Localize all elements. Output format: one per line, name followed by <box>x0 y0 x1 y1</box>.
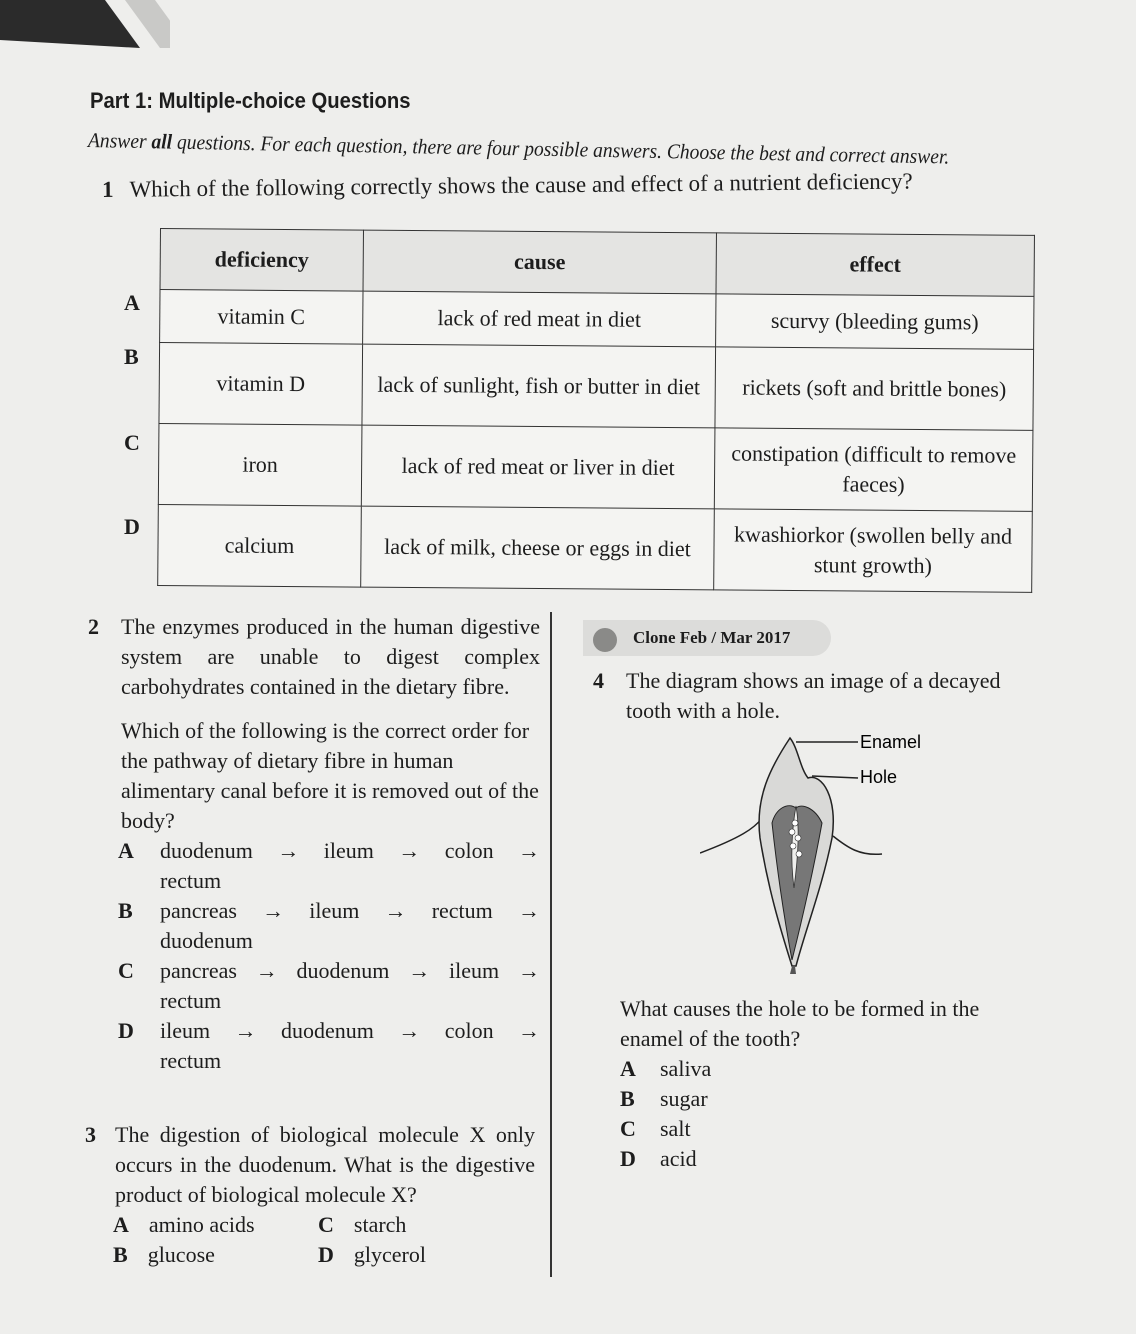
part-title: Part 1: Multiple-choice Questions <box>90 88 411 113</box>
option-letter: A <box>118 838 134 863</box>
cell-effect: scurvy (bleeding gums) <box>716 294 1034 349</box>
question-text: The digestion of biological molecule X only occurs in the duodenum. What is the digestive product of biological molecule X? <box>115 1122 535 1207</box>
question-text: Which of the following correctly shows the cause and effect of a nutrient deficiency? <box>129 168 913 202</box>
cell-deficiency: calcium <box>158 504 362 587</box>
arrow: → <box>234 1018 257 1043</box>
table-row <box>160 290 1034 350</box>
arrow: → <box>408 958 431 983</box>
question-prompt: What causes the hole to be formed in the enamel of the tooth? <box>620 996 980 1051</box>
option-b: B glucose <box>113 1242 215 1267</box>
header-deficiency: deficiency <box>160 229 363 292</box>
tooth-diagram <box>700 728 940 978</box>
cell-cause: lack of red meat in diet <box>363 291 716 347</box>
option-step: duodenum <box>280 1018 374 1043</box>
column-divider <box>550 612 552 1277</box>
row-letter: C <box>124 430 140 455</box>
label-enamel: Enamel <box>860 732 922 752</box>
deficiency-table <box>157 228 1035 593</box>
option-d <box>88 1016 540 1076</box>
options-list <box>620 1054 1040 1174</box>
instructions: Answer all questions. For each question, there are four possible answers. Choose the best and correct answer. <box>87 128 950 169</box>
option-step: ileum <box>449 958 500 983</box>
arrow: → <box>518 1018 540 1043</box>
option-step: colon <box>444 1018 494 1043</box>
question-number: 1 <box>101 176 114 202</box>
arrow: → <box>255 958 278 983</box>
question-prompt: Which of the following is the correct order for the pathway of dietary fibre in human alimentary canal before it is removed out of the body? <box>121 718 539 833</box>
cell-deficiency: vitamin C <box>160 290 363 345</box>
table-row <box>158 504 1033 592</box>
option-c: C starch <box>318 1212 407 1237</box>
option-step: colon <box>444 838 494 863</box>
arrow: → <box>517 958 540 983</box>
cell-cause: lack of milk, cheese or eggs in diet <box>361 506 715 590</box>
arrow: → <box>517 898 540 923</box>
arrow: → <box>277 838 300 863</box>
question-text: The enzymes produced in the human digestive system are unable to digest complex carbohydrates contained in the dietary fibre. <box>121 614 540 699</box>
option-a: A amino acids <box>113 1212 255 1237</box>
option-a <box>88 836 540 896</box>
question-4-prompt <box>620 994 1040 1174</box>
cell-cause: lack of sunlight, fish or butter in diet <box>362 344 716 428</box>
option-a: A saliva <box>620 1056 712 1081</box>
header-effect: effect <box>716 233 1034 296</box>
globe-icon <box>591 626 619 654</box>
arrow: → <box>398 838 421 863</box>
row-letter: A <box>124 290 140 315</box>
option-b: B sugar <box>620 1086 708 1111</box>
option-c <box>88 956 540 1016</box>
options-grid <box>85 1210 535 1270</box>
arrow: → <box>398 1018 421 1043</box>
cell-effect: constipation (difficult to remove faeces) <box>714 428 1033 511</box>
arrow: → <box>384 898 407 923</box>
arrow: → <box>518 838 540 863</box>
cell-effect: kwashiorkor (swollen belly and stunt growth) <box>714 509 1033 592</box>
option-step: duodenum <box>160 928 253 953</box>
arrow: → <box>262 898 285 923</box>
option-step: rectum <box>160 988 222 1013</box>
table-row <box>158 423 1033 511</box>
option-step: rectum <box>160 1048 222 1073</box>
cell-effect: rickets (soft and brittle bones) <box>715 347 1034 430</box>
option-step: pancreas <box>160 898 237 923</box>
option-d: D acid <box>620 1146 697 1171</box>
option-step: ileum <box>160 1018 211 1043</box>
question-4 <box>593 666 1043 726</box>
header-cause: cause <box>363 230 716 294</box>
question-number: 3 <box>85 1122 96 1147</box>
option-b <box>88 896 540 956</box>
option-c: C salt <box>620 1116 691 1141</box>
option-step: duodenum <box>296 958 390 983</box>
option-step: rectum <box>431 898 493 923</box>
option-letter: B <box>118 898 133 923</box>
source-badge <box>583 620 831 656</box>
option-step: pancreas <box>160 958 237 983</box>
option-letter: C <box>118 958 134 983</box>
cell-deficiency: vitamin D <box>159 343 363 426</box>
question-2 <box>88 612 540 1076</box>
question-text: The diagram shows an image of a decayed tooth with a hole. <box>626 668 1001 723</box>
question-number: 4 <box>593 668 604 693</box>
row-letter: B <box>124 344 139 369</box>
badge-text: Clone Feb / Mar 2017 <box>633 628 791 647</box>
label-hole: Hole <box>860 767 898 787</box>
question-1 <box>102 169 913 203</box>
option-letter: D <box>118 1018 134 1043</box>
table-header-row <box>160 229 1034 297</box>
option-step: ileum <box>309 898 360 923</box>
option-step: duodenum <box>160 838 253 863</box>
question-number: 2 <box>88 614 99 639</box>
table-row <box>159 343 1034 431</box>
cell-cause: lack of red meat or liver in diet <box>361 425 715 509</box>
cell-deficiency: iron <box>158 423 362 506</box>
option-d: D glycerol <box>318 1242 426 1267</box>
question-3 <box>85 1120 535 1270</box>
option-step: ileum <box>323 838 374 863</box>
option-step: rectum <box>160 868 222 893</box>
row-letter: D <box>124 514 140 539</box>
